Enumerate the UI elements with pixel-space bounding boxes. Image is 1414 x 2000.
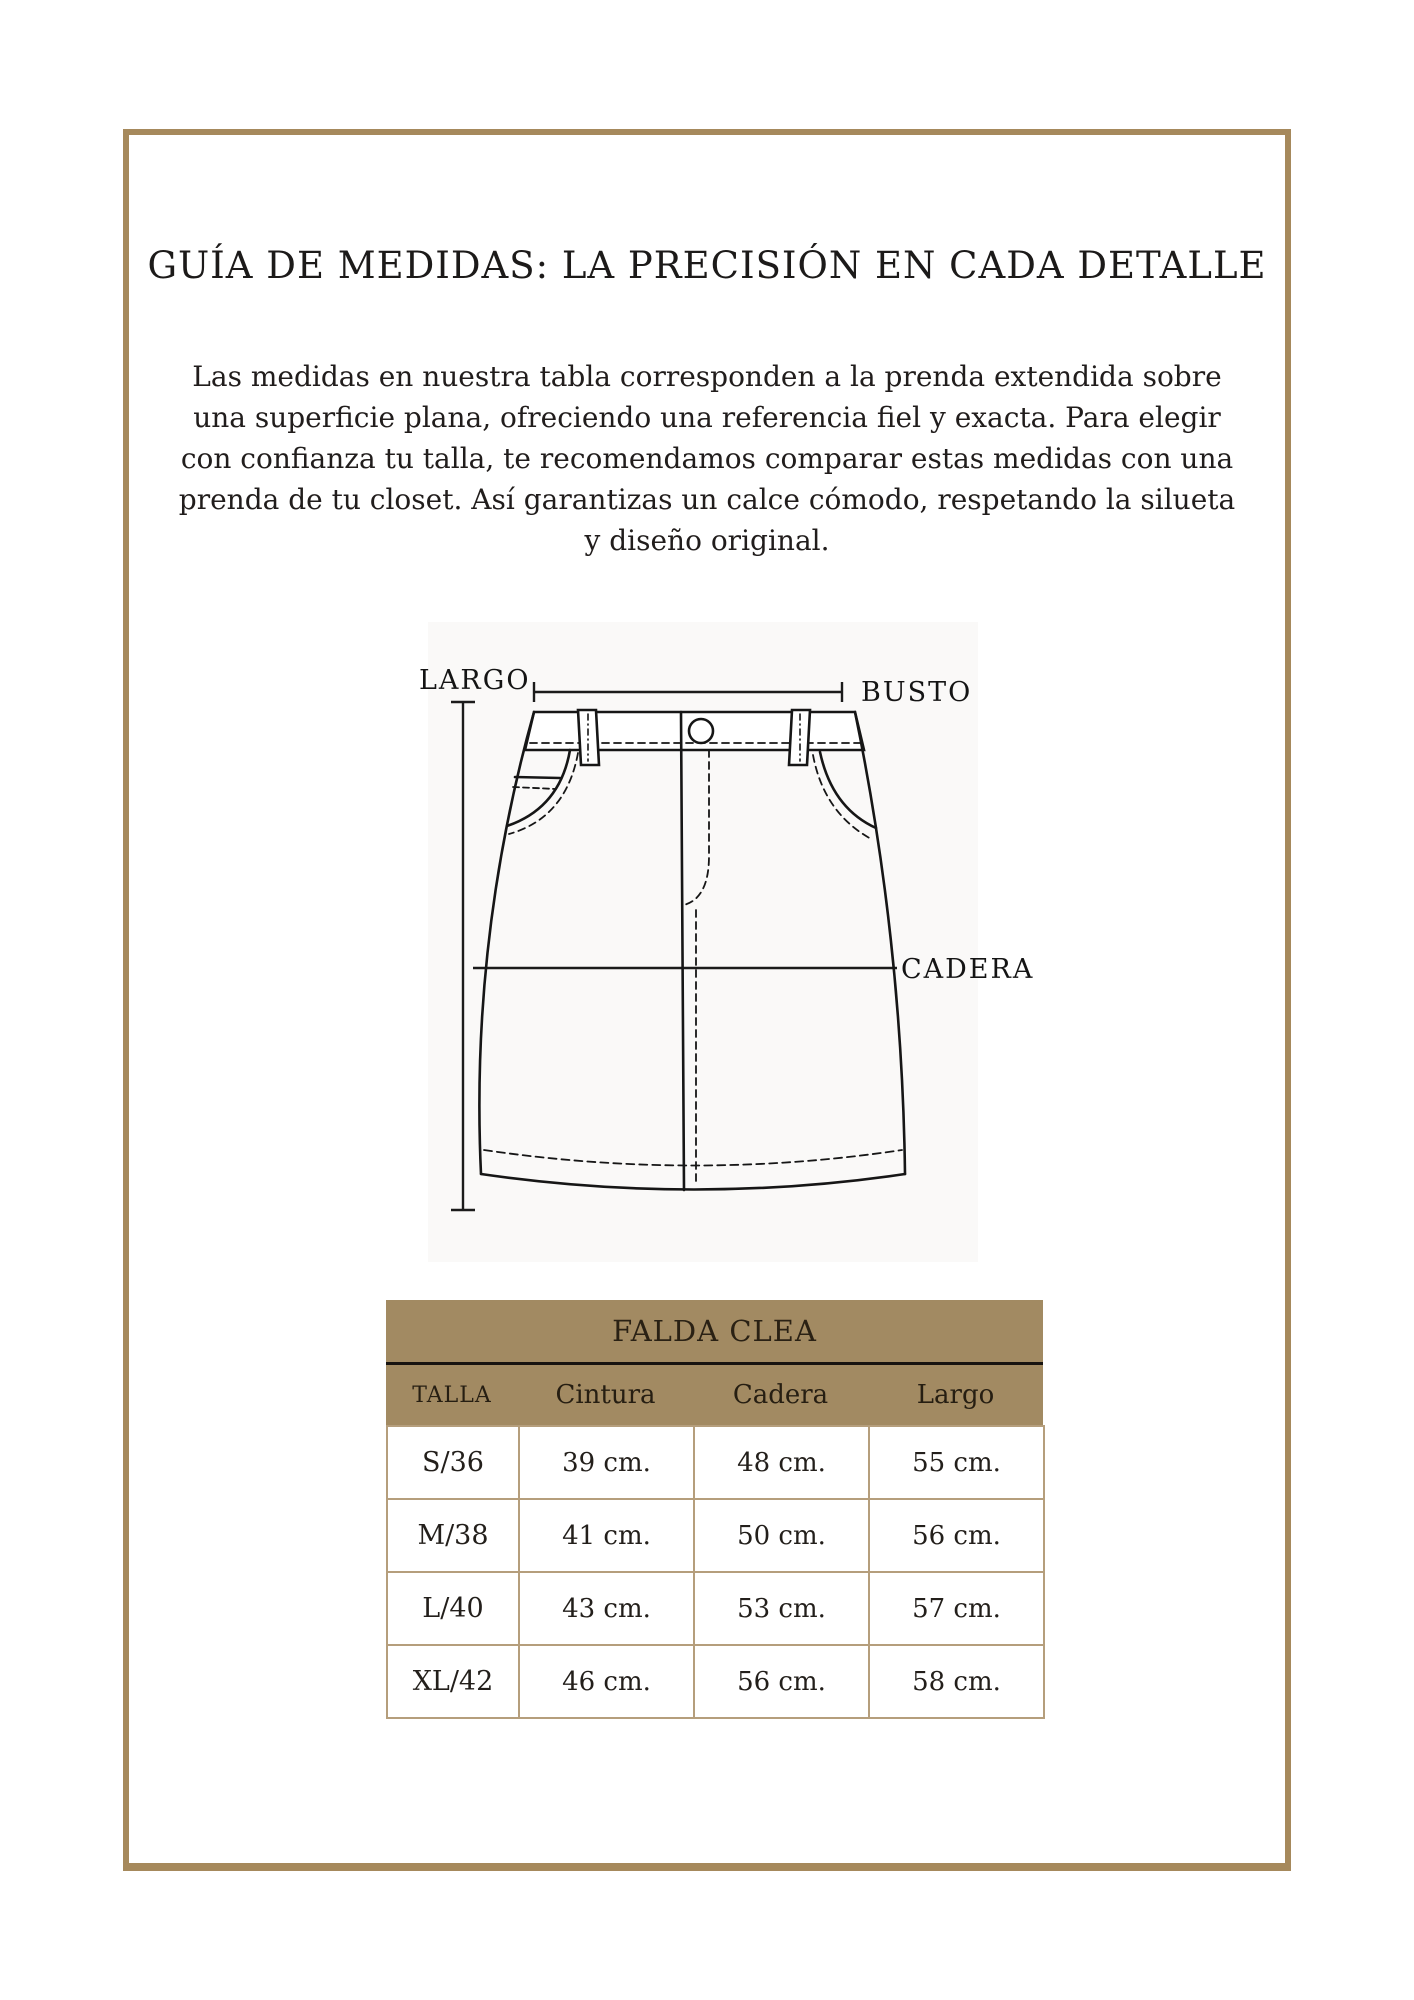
column-header-cintura: Cintura — [555, 1380, 656, 1410]
table-row — [387, 1645, 1044, 1718]
size-table-body — [386, 1425, 1045, 1719]
cell-size: S/36 — [387, 1426, 519, 1499]
cell-size: M/38 — [387, 1499, 519, 1572]
cell-cintura: 39 cm. — [519, 1426, 694, 1499]
skirt-measurement-diagram — [395, 615, 1055, 1265]
cell-cadera: 53 cm. — [694, 1572, 869, 1645]
intro-line: una superficie plana, ofreciendo una referencia fiel y exacta. Para elegir — [193, 401, 1221, 434]
table-row — [387, 1572, 1044, 1645]
label-cadera: CADERA — [901, 954, 1035, 985]
size-table — [386, 1300, 1043, 1719]
intro-line: y diseño original. — [584, 524, 830, 557]
page-title: GUÍA DE MEDIDAS: LA PRECISIÓN EN CADA DETALLE — [147, 244, 1267, 287]
cell-cadera: 56 cm. — [694, 1645, 869, 1718]
cell-cintura: 46 cm. — [519, 1645, 694, 1718]
label-busto: BUSTO — [861, 677, 973, 708]
cell-cintura: 43 cm. — [519, 1572, 694, 1645]
cell-cintura: 41 cm. — [519, 1499, 694, 1572]
table-row — [387, 1499, 1044, 1572]
size-table-title: FALDA CLEA — [386, 1300, 1043, 1365]
cell-size: XL/42 — [387, 1645, 519, 1718]
label-largo: LARGO — [419, 665, 531, 696]
intro-line: Las medidas en nuestra tabla corresponden a la prenda extendida sobre — [192, 360, 1222, 393]
column-header-talla: TALLA — [412, 1382, 492, 1408]
cell-largo: 56 cm. — [869, 1499, 1044, 1572]
cell-size: L/40 — [387, 1572, 519, 1645]
size-table-column-headers — [386, 1365, 1043, 1425]
cell-cadera: 50 cm. — [694, 1499, 869, 1572]
intro-line: prenda de tu closet. Así garantizas un calce cómodo, respetando la silueta — [178, 483, 1236, 516]
intro-line: con confianza tu talla, te recomendamos comparar estas medidas con una — [180, 442, 1234, 475]
button-detail — [689, 719, 713, 743]
cell-cadera: 48 cm. — [694, 1426, 869, 1499]
intro-paragraph — [152, 356, 1262, 561]
table-row — [387, 1426, 1044, 1499]
column-header-cadera: Cadera — [732, 1380, 829, 1410]
column-header-largo: Largo — [916, 1380, 995, 1410]
cell-largo: 57 cm. — [869, 1572, 1044, 1645]
cell-largo: 58 cm. — [869, 1645, 1044, 1718]
cell-largo: 55 cm. — [869, 1426, 1044, 1499]
